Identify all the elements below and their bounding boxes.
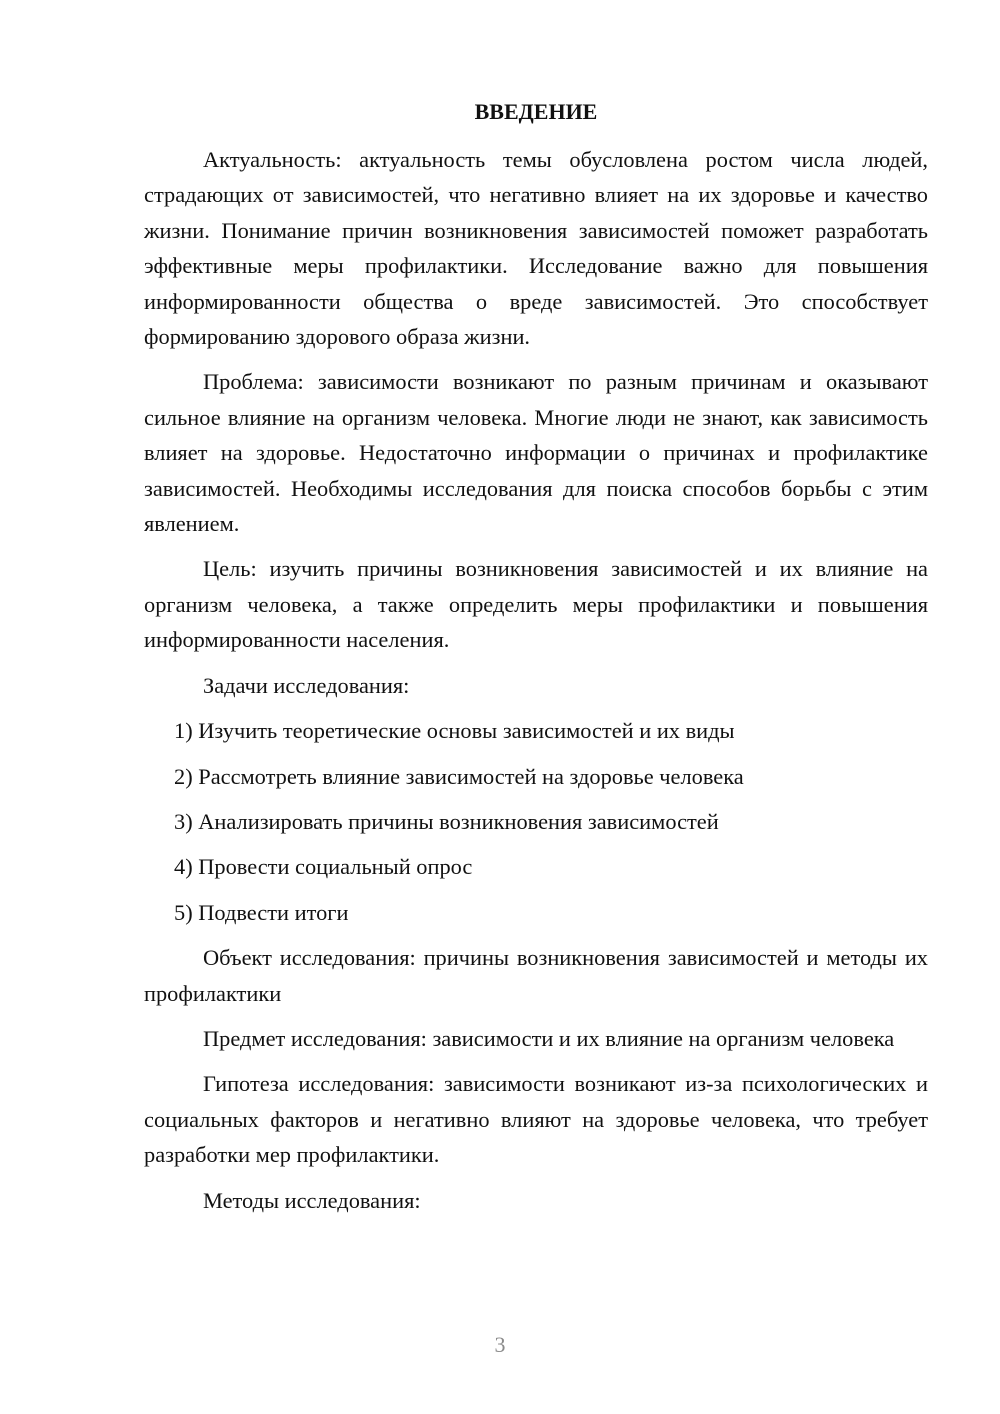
paragraph-methods-heading: Методы исследования: [203, 1187, 421, 1213]
paragraph-object: Объект исследования: причины возникновения зависимостей и методы их профилактики [144, 945, 928, 1006]
list-item: 4) Провести социальный опрос [174, 854, 473, 880]
page-content [144, 94, 928, 1228]
paragraph-problem: Проблема: зависимости возникают по разным причинам и оказывают сильное влияние на организм человека. Многие люди не знают, как зависимость влияет на здоровье. Недостаточно информации о причинах и профилактике зависимостей. Необходимы исследования для поиска способов борьбы с этим явлением. [144, 369, 928, 537]
list-item: 1) Изучить теоретические основы зависимостей и их виды [174, 718, 735, 744]
list-item: 2) Рассмотреть влияние зависимостей на здоровье человека [174, 763, 744, 789]
paragraph-hypothesis: Гипотеза исследования: зависимости возникают из-за психологических и социальных факторов и негативно влияют на здоровье человека, что требует разработки мер профилактики. [144, 1071, 928, 1168]
list-item: 3) Анализировать причины возникновения зависимостей [174, 808, 719, 834]
paragraph-tasks-heading: Задачи исследования: [203, 672, 410, 698]
section-title: ВВЕДЕНИЕ [474, 99, 598, 124]
list-item: 5) Подвести итоги [174, 899, 349, 925]
paragraph-relevance: Актуальность: актуальность темы обусловлена ростом числа людей, страдающих от зависимостей, что негативно влияет на их здоровье и качество жизни. Понимание причин возникновения зависимостей поможет разработать эффективные меры профилактики. Исследование важно для повышения информированности общества о вреде зависимостей. Это способствует формированию здорового образа жизни. [144, 147, 928, 350]
paragraph-goal: Цель: изучить причины возникновения зависимостей и их влияние на организм человека, а также определить меры профилактики и повышения информированности населения. [144, 556, 928, 653]
page-number: 3 [494, 1332, 506, 1357]
tasks-list [144, 713, 928, 930]
paragraph-subject: Предмет исследования: зависимости и их влияние на организм человека [203, 1025, 895, 1051]
